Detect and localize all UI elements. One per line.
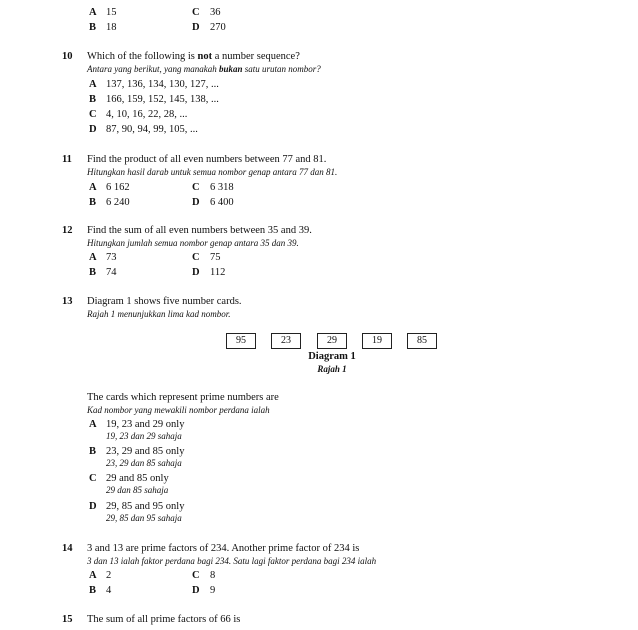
- q9-option-c-letter: C: [192, 7, 200, 18]
- q10-prompt-pre: Which of the following is: [87, 51, 198, 62]
- q13-question-malay: Kad nombor yang mewakili nombor perdana ialah: [87, 405, 270, 415]
- q13-malay: Rajah 1 menunjukkan lima kad nombor.: [87, 309, 231, 319]
- q14-prompt: 3 and 13 are prime factors of 234. Another prime factor of 234 is: [87, 543, 360, 554]
- q10-malay: [87, 64, 321, 75]
- q9-option-d-letter: D: [192, 22, 200, 33]
- q14-option-b-letter: B: [89, 585, 97, 596]
- number-card-1: 95: [226, 333, 256, 349]
- q12-prompt: Find the sum of all even numbers between 35 and 39.: [87, 225, 312, 236]
- q9-option-b-letter: B: [89, 22, 97, 33]
- diagram-title: Diagram 1: [308, 351, 356, 362]
- q12-option-b-text: 74: [106, 267, 117, 278]
- q10-option-c-letter: C: [89, 109, 97, 120]
- q10-prompt-post: a number sequence?: [212, 51, 300, 62]
- q12-number: 12: [62, 225, 73, 236]
- q13-option-d-letter: D: [89, 501, 97, 512]
- diagram-malay: Rajah 1: [317, 364, 347, 374]
- q14-number: 14: [62, 543, 73, 554]
- q14-option-b-text: 4: [106, 585, 112, 596]
- q12-option-a-letter: A: [89, 252, 97, 263]
- q13-option-c-malay: 29 dan 85 sahaja: [106, 485, 169, 495]
- q9-option-c-text: 36: [210, 7, 221, 18]
- q12-option-d-letter: D: [192, 267, 200, 278]
- q9-option-a-text: 15: [106, 7, 117, 18]
- q14-option-a-letter: A: [89, 570, 97, 581]
- q14-option-d-text: 9: [210, 585, 216, 596]
- q10-option-b-text: 166, 159, 152, 145, 138, ...: [106, 94, 219, 105]
- q10-option-d-text: 87, 90, 94, 99, 105, ...: [106, 124, 198, 135]
- q14-option-a-text: 2: [106, 570, 112, 581]
- number-card-2: 23: [271, 333, 301, 349]
- q13-option-c-letter: C: [89, 473, 97, 484]
- q11-option-b-letter: B: [89, 197, 97, 208]
- q11-option-c-text: 6 318: [210, 182, 234, 193]
- q13-option-b-text: 23, 29 and 85 only: [106, 446, 185, 457]
- number-card-5: 85: [407, 333, 437, 349]
- q11-option-b-text: 6 240: [106, 197, 130, 208]
- q10-option-b-letter: B: [89, 94, 97, 105]
- q13-option-a-letter: A: [89, 419, 97, 430]
- q9-option-b-text: 18: [106, 22, 117, 33]
- q9-option-d-text: 270: [210, 22, 226, 33]
- q13-option-d-malay: 29, 85 dan 95 sahaja: [106, 513, 182, 523]
- q10-malay-bold: bukan: [218, 64, 243, 74]
- q12-option-c-text: 75: [210, 252, 221, 263]
- q13-number: 13: [62, 296, 73, 307]
- q15-prompt: The sum of all prime factors of 66 is: [87, 614, 241, 625]
- q9-option-a-letter: A: [89, 7, 97, 18]
- q12-option-c-letter: C: [192, 252, 200, 263]
- q11-prompt: Find the product of all even numbers between 77 and 81.: [87, 154, 327, 165]
- q13-question: The cards which represent prime numbers are: [87, 392, 279, 403]
- q12-malay: Hitungkan jumlah semua nombor genap antara 35 dan 39.: [87, 238, 299, 248]
- q10-option-a-text: 137, 136, 134, 130, 127, ...: [106, 79, 219, 90]
- q13-option-d-text: 29, 85 and 95 only: [106, 501, 185, 512]
- q11-option-d-letter: D: [192, 197, 200, 208]
- q10-malay-post: satu urutan nombor?: [242, 64, 321, 74]
- q14-option-c-letter: C: [192, 570, 200, 581]
- q12-option-b-letter: B: [89, 267, 97, 278]
- number-card-4: 19: [362, 333, 392, 349]
- q12-option-d-text: 112: [210, 267, 226, 278]
- q14-option-c-text: 8: [210, 570, 216, 581]
- q11-number: 11: [62, 154, 72, 165]
- q13-option-a-text: 19, 23 and 29 only: [106, 419, 185, 430]
- q10-malay-pre: Antara yang berikut, yang manakah: [87, 64, 219, 74]
- number-card-3: 29: [317, 333, 347, 349]
- q11-option-a-text: 6 162: [106, 182, 130, 193]
- q13-option-a-malay: 19, 23 dan 29 sahaja: [106, 431, 182, 441]
- q10-option-a-letter: A: [89, 79, 97, 90]
- q14-malay: 3 dan 13 ialah faktor perdana bagi 234. Satu lagi faktor perdana bagi 234 ialah: [87, 556, 377, 566]
- q13-option-b-malay: 23, 29 dan 85 sahaja: [106, 458, 182, 468]
- q10-option-c-text: 4, 10, 16, 22, 28, ...: [106, 109, 188, 120]
- q10-prompt: [87, 50, 300, 63]
- q14-option-d-letter: D: [192, 585, 200, 596]
- q12-option-a-text: 73: [106, 252, 117, 263]
- q10-prompt-bold: not: [197, 51, 213, 62]
- q11-option-a-letter: A: [89, 182, 97, 193]
- q10-number: 10: [62, 51, 73, 62]
- q11-option-c-letter: C: [192, 182, 200, 193]
- q11-malay: Hitungkan hasil darab untuk semua nombor genap antara 77 dan 81.: [87, 167, 338, 177]
- q10-option-d-letter: D: [89, 124, 97, 135]
- q13-option-c-text: 29 and 85 only: [106, 473, 169, 484]
- q15-number: 15: [62, 614, 73, 625]
- q13-prompt: Diagram 1 shows five number cards.: [87, 296, 242, 307]
- q11-option-d-text: 6 400: [210, 197, 234, 208]
- q13-option-b-letter: B: [89, 446, 97, 457]
